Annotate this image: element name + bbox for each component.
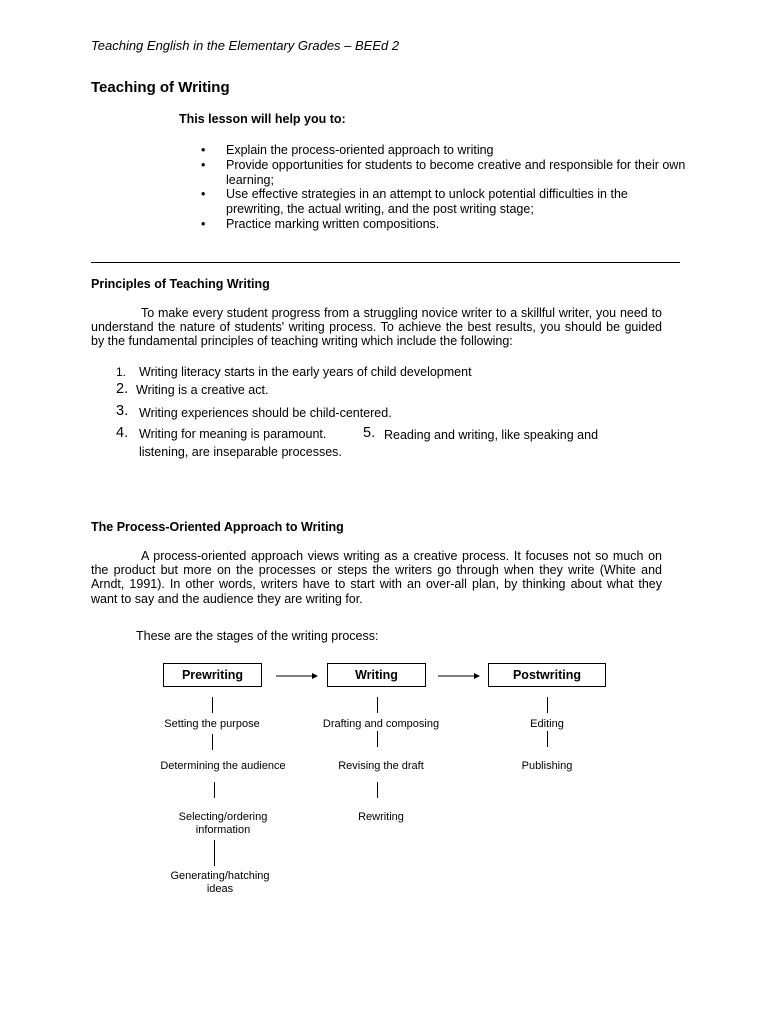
connector-line — [377, 731, 378, 747]
item-text: Writing experiences should be child-centered. — [139, 406, 392, 420]
principles-heading: Principles of Teaching Writing — [91, 277, 270, 291]
writing-step: Revising the draft — [338, 760, 424, 772]
arrow-right-icon — [436, 670, 480, 682]
stage-box-prewriting: Prewriting — [163, 663, 262, 687]
principle-item — [116, 425, 327, 441]
bullet-icon: • — [201, 143, 206, 157]
lesson-title: Teaching of Writing — [91, 79, 230, 96]
principle-item-5-text: Reading and writing, like speaking and listening, are inseparable processes. — [139, 428, 599, 459]
objective-text: Provide opportunities for students to become creative and responsible for their own learning; — [226, 158, 686, 187]
bullet-icon: • — [201, 217, 206, 231]
connector-line — [547, 697, 548, 713]
process-paragraph: A process-oriented approach views writing as a creative process. It focuses not so much on the product but more on the processes or steps the writers go through when they write (White and Arndt, 1991). In other words, writers have to start with an over-all plan, by thinking about what they want to say and the audience they are writing for. — [91, 549, 662, 606]
bullet-icon: • — [201, 187, 206, 201]
prewriting-step: Setting the purpose — [164, 718, 260, 730]
item-number: 2. — [116, 381, 129, 397]
objective-text: Use effective strategies in an attempt to unlock potential difficulties in the prewriting, the actual writing, and the post writing stage; — [226, 187, 628, 216]
connector-line — [377, 782, 378, 798]
running-header: Teaching English in the Elementary Grades – BEEd 2 — [91, 38, 400, 53]
connector-line — [212, 734, 213, 750]
prewriting-step: Generating/hatching ideas — [170, 870, 270, 895]
connector-line — [214, 782, 215, 798]
postwriting-step: Publishing — [521, 760, 573, 772]
writing-step: Rewriting — [358, 811, 404, 823]
arrow-right-icon — [274, 670, 318, 682]
objective-text: Practice marking written compositions. — [226, 217, 440, 231]
principle-item — [116, 381, 269, 397]
lesson-intro: This lesson will help you to: — [179, 112, 346, 126]
item-text: Writing is a creative act. — [136, 383, 269, 397]
item-text: Writing for meaning is paramount. — [139, 427, 327, 441]
section-divider — [91, 262, 680, 263]
connector-line — [212, 697, 213, 713]
item-number: 5. — [363, 425, 376, 441]
item-number: 4. — [116, 425, 129, 441]
item-number: 1. — [116, 365, 127, 379]
stage-box-postwriting: Postwriting — [488, 663, 606, 687]
connector-line — [377, 697, 378, 713]
prewriting-step: Determining the audience — [160, 760, 286, 772]
item-text: Writing literacy starts in the early years of child development — [139, 365, 472, 379]
principle-item — [116, 403, 392, 420]
process-heading: The Process-Oriented Approach to Writing — [91, 520, 344, 534]
stages-intro: These are the stages of the writing process: — [136, 629, 379, 643]
item-number: 3. — [116, 403, 129, 419]
objective-text: Explain the process-oriented approach to writing — [226, 143, 494, 157]
stage-box-writing: Writing — [327, 663, 426, 687]
writing-step: Drafting and composing — [322, 718, 440, 730]
principle-item — [116, 365, 472, 380]
connector-line — [214, 840, 215, 866]
connector-line — [547, 731, 548, 747]
postwriting-step: Editing — [530, 718, 564, 730]
prewriting-step: Selecting/ordering information — [178, 811, 268, 836]
bullet-icon: • — [201, 158, 206, 172]
principles-paragraph: To make every student progress from a struggling novice writer to a skillful writer, you need to understand the nature of students' writing process. To achieve the best results, you should be guided by the fundamental principles of teaching writing which include the following: — [91, 306, 662, 349]
